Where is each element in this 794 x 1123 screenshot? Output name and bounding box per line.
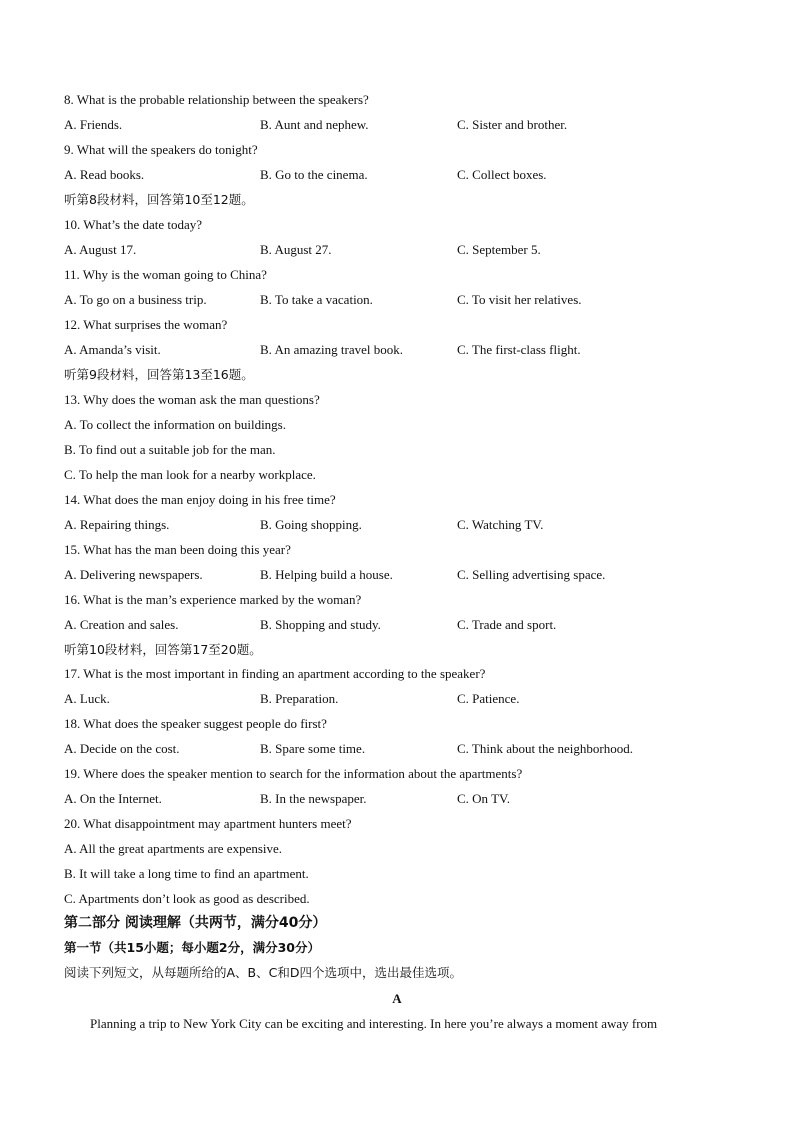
question-stem: 10. What’s the date today? [64, 217, 203, 232]
option-a: A. Read books. [64, 167, 145, 182]
option-b: B. Spare some time. [260, 741, 366, 756]
option-a: A. Creation and sales. [64, 617, 179, 632]
question-stem: 8. What is the probable relationship between the speakers? [64, 92, 369, 107]
option-a: A. Delivering newspapers. [64, 567, 203, 582]
question-stem: 13. Why does the woman ask the man questions? [64, 392, 320, 407]
option-b: B. To take a vacation. [260, 292, 373, 307]
option-a: A. August 17. [64, 242, 137, 257]
option-c: C. The first-class flight. [457, 342, 581, 357]
passage-label: A [392, 991, 402, 1006]
reading-instruction: 阅读下列短文，从每题所给的A、B、C和D四个选项中，选出最佳选项。 [64, 965, 462, 980]
option-a: A. On the Internet. [64, 791, 162, 806]
option-c: C. Sister and brother. [457, 117, 568, 132]
option-b: B. Go to the cinema. [260, 167, 368, 182]
option-c: C. Think about the neighborhood. [457, 741, 633, 756]
option-a: A. Repairing things. [64, 517, 170, 532]
option-c: C. Collect boxes. [457, 167, 547, 182]
option-b: B. Aunt and nephew. [260, 117, 369, 132]
option-c: C. Trade and sport. [457, 617, 557, 632]
option-c: C. Patience. [457, 691, 520, 706]
option-a: A. Decide on the cost. [64, 741, 180, 756]
section-instruction: 听第10段材料，回答第17至20题。 [64, 642, 262, 657]
option-b: B. It will take a long time to find an apartment. [64, 866, 309, 881]
section-instruction: 听第9段材料，回答第13至16题。 [64, 367, 254, 382]
section-heading: 第一节（共15小题；每小题2分，满分30分） [64, 940, 320, 955]
question-stem: 20. What disappointment may apartment hunters meet? [64, 816, 352, 831]
option-a: A. To go on a business trip. [64, 292, 207, 307]
option-c: C. On TV. [457, 791, 510, 806]
part-heading: 第二部分 阅读理解（共两节，满分40分） [64, 915, 327, 931]
question-stem: 9. What will the speakers do tonight? [64, 142, 258, 157]
option-b: B. Helping build a house. [260, 567, 393, 582]
option-c: C. September 5. [457, 242, 541, 257]
passage-text: Planning a trip to New York City can be exciting and interesting. In here you’re always a moment away from [90, 1016, 658, 1031]
question-stem: 17. What is the most important in finding an apartment according to the speaker? [64, 666, 486, 681]
question-stem: 19. Where does the speaker mention to search for the information about the apartments? [64, 766, 523, 781]
option-b: B. An amazing travel book. [260, 342, 403, 357]
option-a: A. Luck. [64, 691, 110, 706]
question-stem: 18. What does the speaker suggest people do first? [64, 716, 327, 731]
option-c: C. Apartments don’t look as good as described. [64, 891, 310, 906]
question-stem: 11. Why is the woman going to China? [64, 267, 267, 282]
option-a: A. Amanda’s visit. [64, 342, 161, 357]
question-stem: 14. What does the man enjoy doing in his free time? [64, 492, 336, 507]
option-c: C. Selling advertising space. [457, 567, 606, 582]
option-b: B. In the newspaper. [260, 791, 367, 806]
option-b: B. Shopping and study. [260, 617, 381, 632]
option-b: B. To find out a suitable job for the man. [64, 442, 276, 457]
question-stem: 16. What is the man’s experience marked by the woman? [64, 592, 362, 607]
option-b: B. Preparation. [260, 691, 339, 706]
option-c: C. Watching TV. [457, 517, 544, 532]
option-a: A. To collect the information on buildings. [64, 417, 286, 432]
option-b: B. Going shopping. [260, 517, 362, 532]
option-c: C. To help the man look for a nearby workplace. [64, 467, 316, 482]
question-stem: 15. What has the man been doing this year? [64, 542, 291, 557]
option-b: B. August 27. [260, 242, 332, 257]
option-a: A. Friends. [64, 117, 123, 132]
section-instruction: 听第8段材料，回答第10至12题。 [64, 192, 254, 207]
option-a: A. All the great apartments are expensive. [64, 841, 283, 856]
question-stem: 12. What surprises the woman? [64, 317, 228, 332]
option-c: C. To visit her relatives. [457, 292, 582, 307]
